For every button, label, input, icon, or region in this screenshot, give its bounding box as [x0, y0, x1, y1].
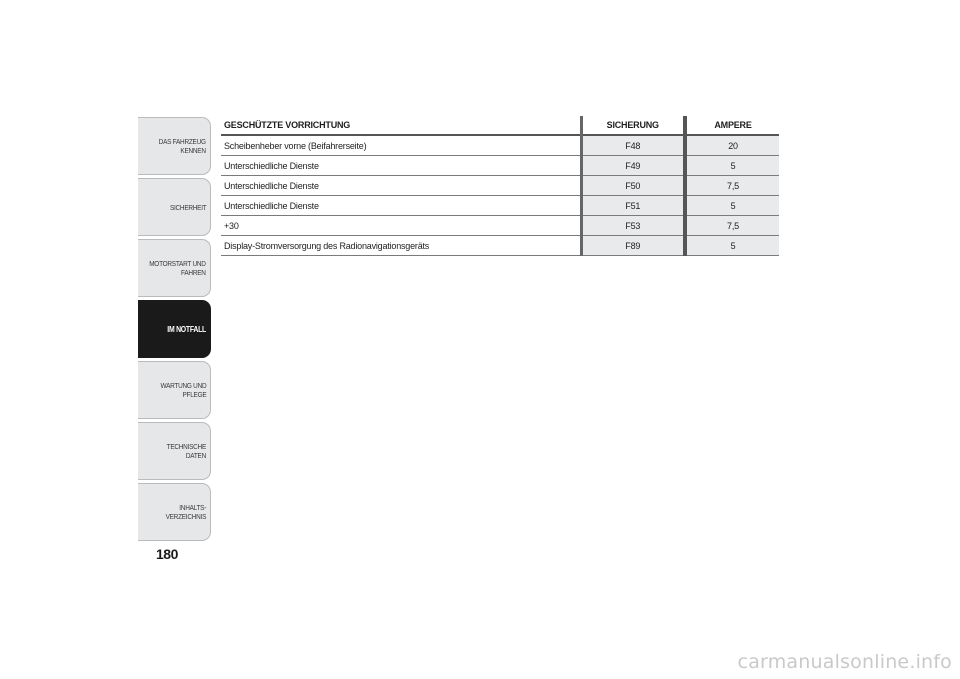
table-header-row [221, 116, 779, 135]
header-ampere: AMPERE [685, 116, 779, 135]
cell-fuse: F89 [581, 236, 685, 256]
tab-technische-daten[interactable] [138, 422, 211, 480]
tab-label: SICHERHEIT [169, 202, 206, 212]
header-fuse: SICHERUNG [581, 116, 685, 135]
tab-sicherheit[interactable] [138, 178, 211, 236]
table-row [221, 236, 779, 256]
tab-label: TECHNISCHE DATEN [166, 442, 206, 460]
cell-fuse: F51 [581, 196, 685, 216]
cell-device: Unterschiedliche Dienste [221, 156, 581, 176]
cell-ampere: 5 [685, 236, 779, 256]
tab-inhaltsverzeichnis[interactable] [138, 483, 211, 541]
table-row [221, 196, 779, 216]
cell-fuse: F50 [581, 176, 685, 196]
watermark-text: carmanualsonline.info [737, 651, 952, 673]
header-device: GESCHÜTZTE VORRICHTUNG [221, 116, 581, 135]
table-row [221, 216, 779, 236]
cell-fuse: F53 [581, 216, 685, 236]
cell-ampere: 5 [685, 196, 779, 216]
cell-ampere: 7,5 [685, 216, 779, 236]
tab-motorstart-und-fahren[interactable] [138, 239, 211, 297]
tab-label: MOTORSTART UND FAHREN [149, 259, 206, 277]
page-number: 180 [156, 546, 178, 562]
cell-fuse: F48 [581, 135, 685, 156]
table-row [221, 176, 779, 196]
cell-device: Display-Stromversorgung des Radionavigationsgeräts [221, 236, 581, 256]
cell-ampere: 20 [685, 135, 779, 156]
table-row [221, 135, 779, 156]
tab-im-notfall[interactable] [138, 300, 211, 358]
fuse-table [221, 116, 779, 256]
cell-device: +30 [221, 216, 581, 236]
tab-das-fahrzeug-kennen[interactable] [138, 117, 211, 175]
cell-device: Unterschiedliche Dienste [221, 196, 581, 216]
section-tabs [138, 117, 211, 544]
tab-label: WARTUNG UND PFLEGE [160, 381, 206, 399]
cell-ampere: 7,5 [685, 176, 779, 196]
cell-device: Unterschiedliche Dienste [221, 176, 581, 196]
tab-wartung-und-pflege[interactable] [138, 361, 211, 419]
cell-fuse: F49 [581, 156, 685, 176]
tab-label: INHALTS- VERZEICHNIS [165, 503, 206, 521]
table-row [221, 156, 779, 176]
cell-ampere: 5 [685, 156, 779, 176]
cell-device: Scheibenheber vorne (Beifahrerseite) [221, 135, 581, 156]
tab-label: DAS FAHRZEUG KENNEN [158, 137, 206, 155]
tab-label: IM NOTFALL [167, 324, 206, 334]
